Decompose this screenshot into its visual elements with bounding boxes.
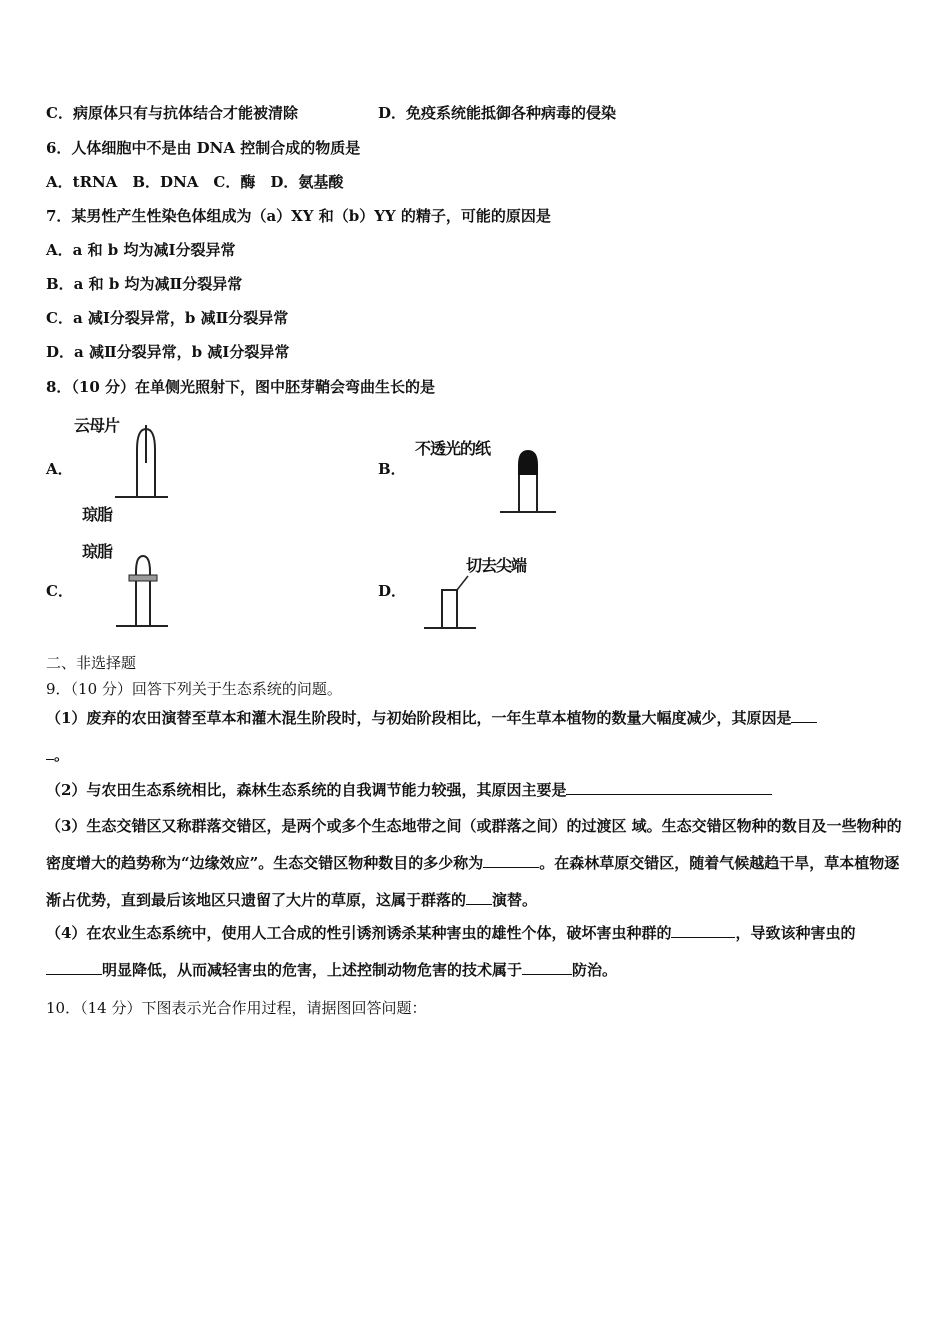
q7-option-c: C．a 减Ⅰ分裂异常，b 减Ⅱ分裂异常 bbox=[46, 309, 289, 327]
coleoptile-b-diagram bbox=[490, 440, 570, 520]
q7-option-b: B．a 和 b 均为减Ⅱ分裂异常 bbox=[46, 275, 243, 293]
fig-d-cut-tip-label: 切去尖端 bbox=[466, 556, 527, 575]
q8-option-d-label: D． bbox=[378, 582, 407, 600]
q5-option-d: D．免疫系统能抵御各种病毒的侵染 bbox=[378, 104, 617, 122]
section-2-title: 二、非选择题 bbox=[46, 654, 137, 672]
q7-option-a: A．a 和 b 均为减Ⅰ分裂异常 bbox=[46, 241, 236, 259]
q6-stem: 6．人体细胞中不是由 DNA 控制合成的物质是 bbox=[46, 139, 361, 157]
q8-option-b-label: B． bbox=[378, 460, 406, 478]
q9-part-2: （2）与农田生态系统相比，森林生态系统的自我调节能力较强，其原因主要是 bbox=[46, 772, 908, 809]
q8-stem: 8．（10 分）在单侧光照射下，图中胚芽鞘会弯曲生长的是 bbox=[46, 378, 436, 396]
q9-stem: 9．（10 分）回答下列关于生态系统的问题。 bbox=[46, 680, 342, 698]
fig-a-agar-label: 琼脂 bbox=[82, 505, 113, 524]
q9-part-3: （3）生态交错区又称群落交错区，是两个或多个生态地带之间（或群落之间）的过渡区 域。生态交错区物种的数目及一些物种的密度增大的趋势称为“边缘效应”。生态交错区物种数目的多少称为 。在森林草原交错区，随着气候越趋干旱，草本植物逐渐占优势，直到最后该地区只遗留了大片的草原，这属于群落的 演替。 bbox=[46, 817, 902, 909]
q9-part-1: （1）废弃的农田演替至草本和灌木混生阶段时，与初始阶段相比，一年生草本植物的数量大幅度减少，其原因是 。 bbox=[46, 700, 908, 774]
q8-option-c-label: C． bbox=[46, 582, 73, 600]
q7-stem: 7．某男性产生性染色体组成为（a）XY 和（b）YY 的精子，可能的原因是 bbox=[46, 207, 551, 225]
coleoptile-d-diagram bbox=[420, 560, 480, 632]
fig-b-opaque-paper-label: 不透光的纸 bbox=[415, 439, 491, 458]
fig-c-agar-label: 琼脂 bbox=[82, 542, 113, 561]
fig-a-mica-label: 云母片 bbox=[74, 416, 120, 435]
q7-option-d: D．a 减Ⅱ分裂异常，b 减Ⅰ分裂异常 bbox=[46, 343, 290, 361]
coleoptile-c-diagram bbox=[100, 550, 190, 630]
q8-option-a-label: A． bbox=[46, 460, 73, 478]
coleoptile-a-diagram bbox=[100, 415, 190, 505]
q10-stem: 10．（14 分）下图表示光合作用过程，请据图回答问题： bbox=[46, 999, 427, 1017]
q5-option-c: C．病原体只有与抗体结合才能被清除 bbox=[46, 104, 298, 122]
q6-options: A．tRNA B．DNA C．酶 D．氨基酸 bbox=[46, 173, 344, 191]
q9-part-4: （4）在农业生态系统中，使用人工合成的性引诱剂诱杀某种害虫的雄性个体，破坏害虫种群的 ，导致该种害虫的明显降低，从而减轻害虫的危害，上述控制动物危害的技术属于 防治。 bbox=[46, 924, 856, 979]
